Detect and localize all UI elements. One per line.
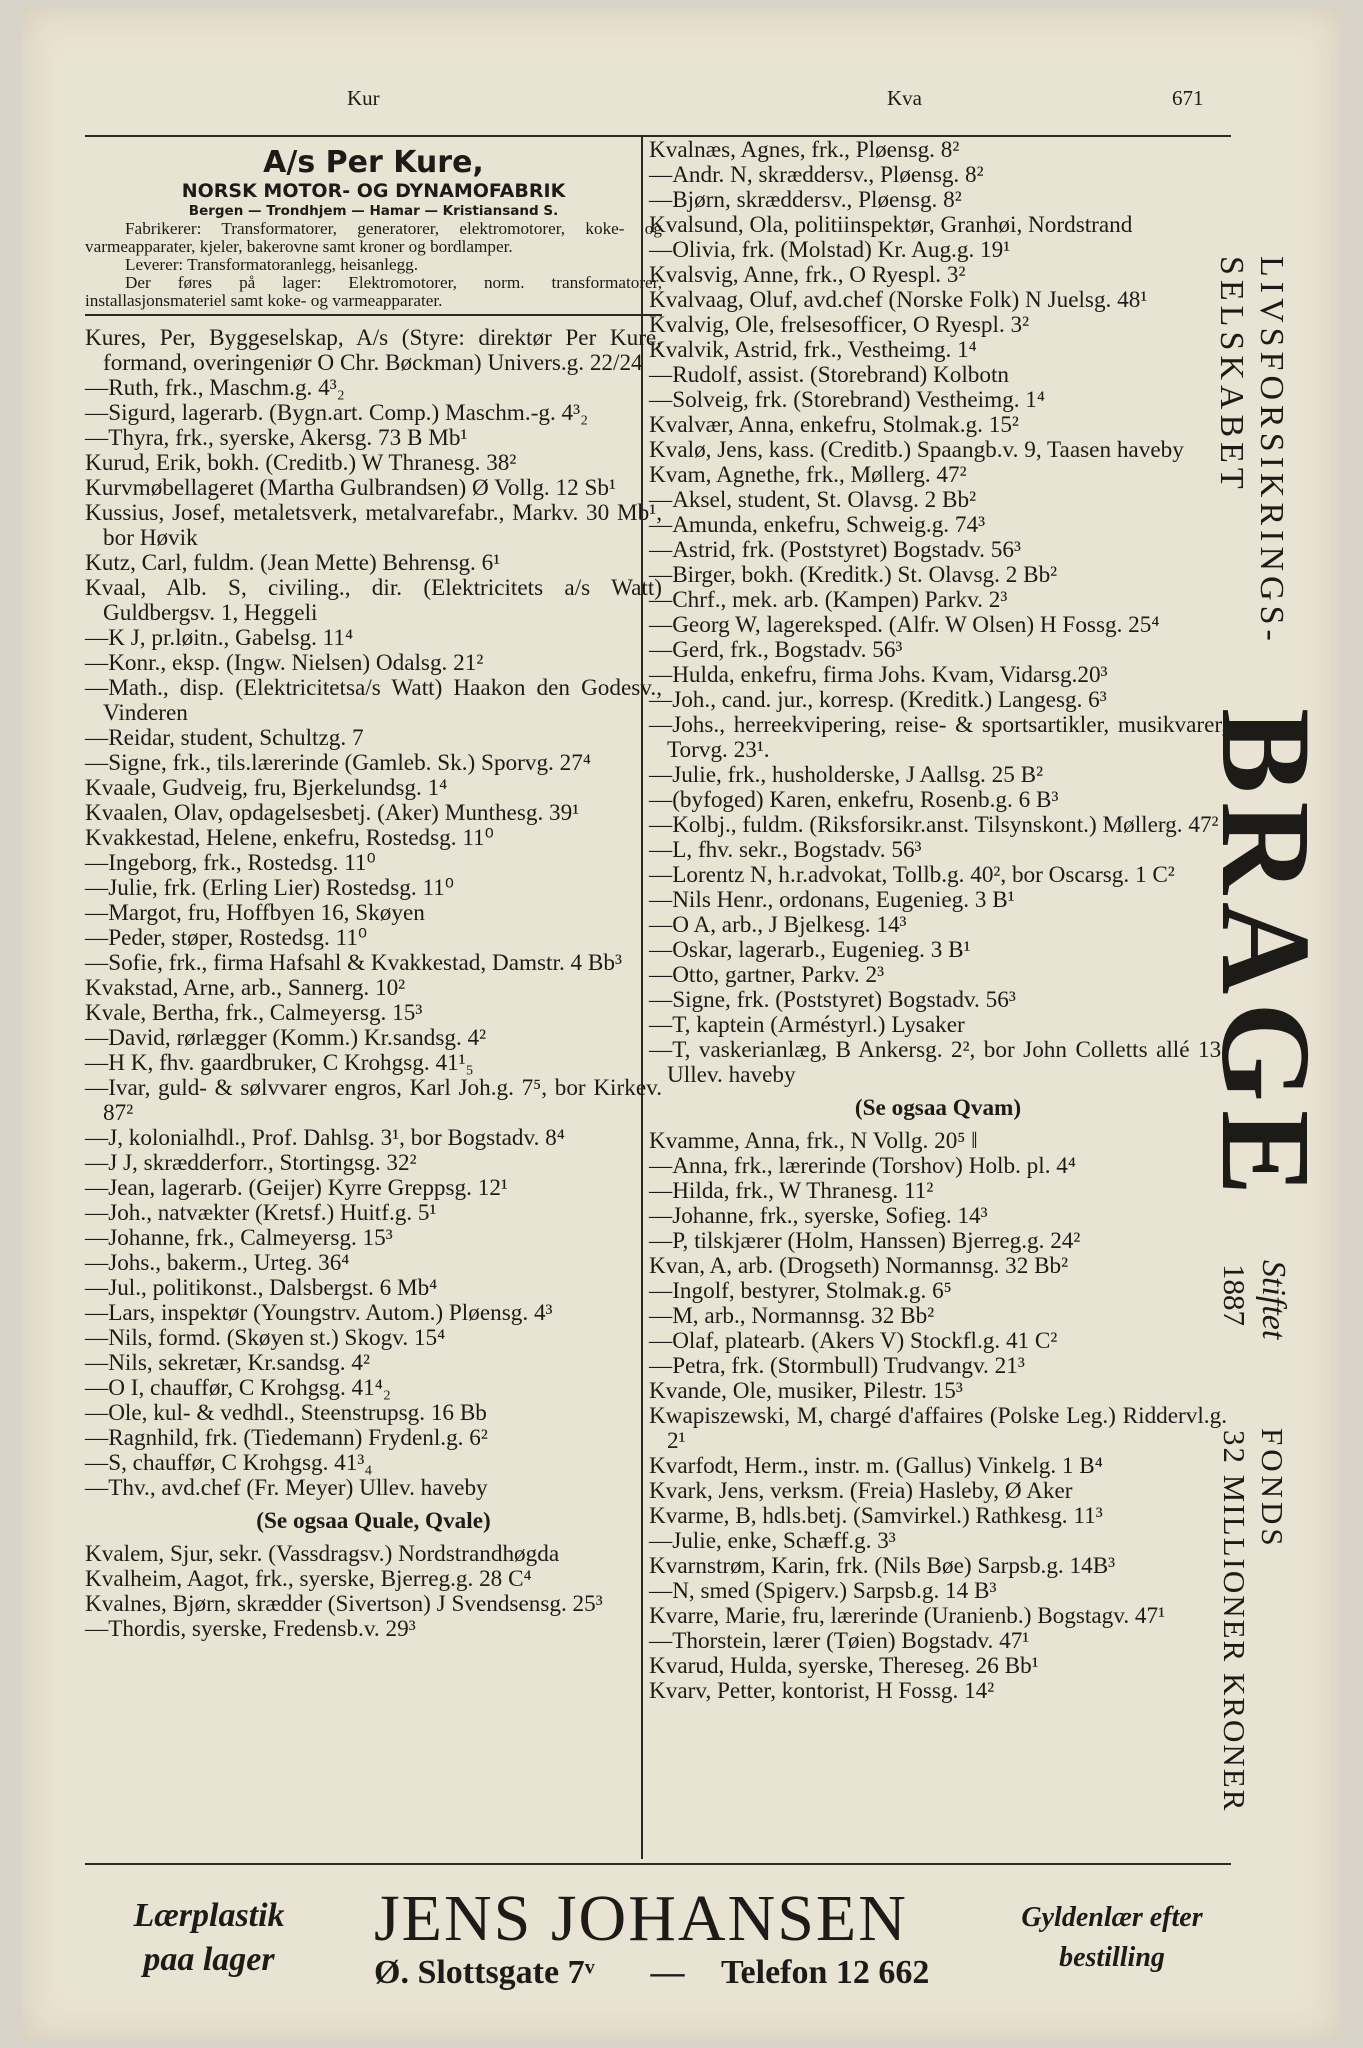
directory-entry: Kvalø, Jens, kass. (Creditb.) Spaangb.v. 9, Taasen haveby [649,437,1184,463]
side-ad-stiftet: Stiftet [1255,1260,1292,1340]
directory-entry: Kvarme, B, hdls.betj. (Samvirkel.) Rathkesg. 11³ [649,1503,1103,1529]
directory-entry: Kvarre, Marie, fru, lærerinde (Uranienb.) Bogstagv. 47¹ [649,1603,1166,1629]
directory-entry: —(byfoged) Karen, enkefru, Rosenb.g. 6 B³ [649,787,1059,813]
directory-entry: —Otto, gartner, Parkv. 2³ [649,962,885,988]
directory-entry: Kvamme, Anna, frk., N Vollg. 20⁵ ‖ [649,1128,978,1154]
directory-entry: —Bjørn, skræddersv., Pløensg. 8² [649,187,962,213]
see-also-note: (Se ogsaa Qvam) [854,1095,1022,1121]
directory-entry: —Julie, frk., husholderske, J Aallsg. 25 B² [649,762,1044,788]
ad-subtitle: NORSK MOTOR- OG DYNAMOFABRIK [181,180,566,202]
directory-entry: Kutz, Carl, fuldm. (Jean Mette) Behrensg. 6¹ [85,550,501,576]
directory-entry: —Anna, frk., lærerinde (Torshov) Holb. pl. 4⁴ [649,1153,1076,1179]
directory-entry: Kvale, Bertha, frk., Calmeyersg. 15³ [85,1000,423,1026]
side-ad-line2: SELSKABET [1213,256,1250,494]
directory-entry: Kvalsund, Ola, politiinspektør, Granhøi, Nordstrand [649,212,1133,238]
directory-entry: —Aksel, student, St. Olavsg. 2 Bb² [649,487,977,513]
directory-entry: —Olaf, platearb. (Akers V) Stockfl.g. 41 C² [649,1328,1058,1354]
directory-entry: —Astrid, frk. (Poststyret) Bogstadv. 56³ [649,537,1021,563]
directory-entry: Kvarv, Petter, kontorist, H Fossg. 14² [649,1678,995,1704]
directory-entry: —J J, skrædderforr., Stortingsg. 32² [85,1150,417,1176]
directory-entry: Kvarud, Hulda, syerske, Thereseg. 26 Bb¹ [649,1653,1039,1679]
bottom-rule [85,1863,1231,1865]
side-ad-fonds: FONDS [1255,1428,1290,1550]
directory-entry: —Ragnhild, frk. (Tiedemann) Frydenl.g. 6² [85,1425,488,1451]
footer-dash: — [650,1954,685,1991]
ad-text-leverer: Leverer: Transformatoranlegg, heisanlegg. [125,255,419,274]
footer-right-text: Gyldenlær efter bestilling [1021,1902,1203,1973]
side-ad-year: 1887 [1217,1264,1252,1326]
directory-entry: —Hilda, frk., W Thranesg. 11² [649,1178,934,1204]
directory-entry: —Amunda, enkefru, Schweig.g. 74³ [649,512,986,538]
footer-left-text: Lærplastik paa lager [133,1897,285,1978]
directory-entry: —Johanne, frk., syerske, Sofieg. 14³ [649,1203,988,1229]
ad-cities: Bergen — Trondhjem — Hamar — Kristiansand S. [188,203,559,219]
side-ad-kroner: 32 MILLIONER KRONER [1217,1430,1252,1813]
directory-entry: Kurvmøbellageret (Martha Gulbrandsen) Ø Vollg. 12 Sb¹ [85,475,616,501]
directory-entry: —Ivar, guld- & sølvvarer engros, Karl Joh.g. 7⁵, bor Kirkev. 87² [85,1075,662,1126]
directory-entry: —Hulda, enkefru, firma Johs. Kvam, Vidarsg.20³ [649,662,1108,688]
directory-entry: —Thorstein, lærer (Tøien) Bogstadv. 47¹ [649,1628,1030,1654]
footer-address-line [374,1954,974,1992]
directory-entry: —Birger, bokh. (Kreditk.) St. Olavsg. 2 Bb² [649,562,1058,588]
see-also-note: (Se ogsaa Quale, Qvale) [256,1508,491,1534]
directory-entry: —Solveig, frk. (Storebrand) Vestheimg. 1⁴ [649,387,1045,413]
side-ad-line1: LIVSFORSIKRINGS- [1253,256,1290,646]
directory-entry: —Lars, inspektør (Youngstrv. Autom.) Pløensg. 4³ [85,1300,553,1326]
footer-company-name: JENS JOHANSEN [374,1882,908,1955]
header-left: Kur [347,86,380,110]
directory-entry: Kvalheim, Aagot, frk., syerske, Bjerreg.g. 28 C⁴ [85,1566,532,1592]
per-kure-ad [85,140,662,316]
directory-entry: —Oskar, lagerarb., Eugenieg. 3 B¹ [649,937,971,963]
directory-entry: —Julie, frk. (Erling Lier) Rostedsg. 11⁰ [85,875,455,901]
directory-entry: —Ingolf, bestyrer, Stolmak.g. 6⁵ [649,1278,952,1304]
directory-entry: Kvalem, Sjur, sekr. (Vassdragsv.) Nordstrandhøgda [85,1541,560,1567]
directory-entry: —Lorentz N, h.r.advokat, Tollb.g. 40², bor Oscarsg. 1 C² [649,862,1175,888]
right-entry-list [649,138,1227,1704]
directory-entry: —Chrf., mek. arb. (Kampen) Parkv. 2³ [649,587,1008,613]
directory-entry: —Signe, frk. (Poststyret) Bogstadv. 56³ [649,987,1016,1013]
directory-entry: Kvaalen, Olav, opdagelsesbetj. (Aker) Munthesg. 39¹ [85,800,580,826]
directory-entry: —K J, pr.løitn., Gabelsg. 11⁴ [85,625,354,651]
ad-company-name: A/s Per Kure, [263,145,484,180]
directory-entry: Kussius, Josef, metaletsverk, metalvarefabr., Markv. 30 Mb¹, bor Høvik [85,500,662,551]
directory-entry: Kvalvig, Ole, frelsesofficer, O Ryespl. 3² [649,312,1030,338]
directory-entry: —Jean, lagerarb. (Geijer) Kyrre Greppsg. 12¹ [85,1175,508,1201]
directory-entry: —Math., disp. (Elektricitetsa/s Watt) Haakon den Godesv., Vinderen [85,675,662,726]
directory-entry: Kvakkestad, Helene, enkefru, Rostedsg. 11⁰ [85,825,494,851]
directory-entry: —Nils, sekretær, Kr.sandsg. 4² [85,1350,370,1376]
directory-entry: —Johs., bakerm., Urteg. 36⁴ [85,1250,350,1276]
directory-entry: —Sigurd, lagerarb. (Bygn.art. Comp.) Maschm.-g. 4³₂ [85,400,589,426]
directory-entry: —Ole, kul- & vedhdl., Steenstrupsg. 16 Bb [85,1400,487,1426]
directory-entry: —Johs., herreekvipering, reise- & sportsartikler, musikvarer, Torvg. 23¹. [649,712,1227,763]
directory-entry: —Joh., cand. jur., korresp. (Kreditk.) Langesg. 6³ [649,687,1107,713]
directory-entry: Kvalvaag, Oluf, avd.chef (Norske Folk) N Juelsg. 48¹ [649,287,1148,313]
left-column [85,140,662,1642]
directory-entry: Kvalnes, Bjørn, skrædder (Sivertson) J Svendsensg. 25³ [85,1591,603,1617]
side-ad-brand: BRAGE [1195,708,1337,1204]
directory-entry: —Thv., avd.chef (Fr. Meyer) Ullev. haveby [85,1475,488,1501]
directory-entry: —Gerd, frk., Bogstadv. 56³ [649,637,903,663]
left-entry-list [85,326,662,1642]
ad-text-fabrikerer: Fabrikerer: Transformatorer, generatorer, elektromotorer, koke- og varmeapparater, kjeler, bakerovne samt kroner og bordlamper. [85,219,662,256]
directory-entry: —Peder, støper, Rostedsg. 11⁰ [85,925,368,951]
directory-entry: —L, fhv. sekr., Bogstadv. 56³ [649,837,922,863]
directory-entry: —P, tilskjærer (Holm, Hanssen) Bjerreg.g. 24² [649,1228,1081,1254]
footer-phone: Telefon 12 662 [721,1954,930,1991]
directory-entry: —N, smed (Spigerv.) Sarpsb.g. 14 B³ [649,1578,997,1604]
directory-entry: Kvaal, Alb. S, civiling., dir. (Elektricitets a/s Watt) Guldbergsv. 1, Heggeli [85,575,662,626]
directory-entry: Kvalvær, Anna, enkefru, Stolmak.g. 15² [649,412,1019,438]
directory-entry: —Jul., politikonst., Dalsbergst. 6 Mb⁴ [85,1275,438,1301]
directory-entry: —Ruth, frk., Maschm.g. 4³₂ [85,375,345,401]
directory-entry: —T, vaskerianlæg, B Ankersg. 2², bor John Colletts allé 13, Ullev. haveby [649,1037,1227,1088]
directory-entry: Kvam, Agnethe, frk., Møllerg. 47² [649,462,967,488]
directory-entry: Kvakstad, Arne, arb., Sannerg. 10² [85,975,406,1001]
directory-entry: Kurud, Erik, bokh. (Creditb.) W Thranesg. 38² [85,450,517,476]
directory-entry: —O A, arb., J Bjelkesg. 14³ [649,912,907,938]
directory-entry: Kvalsvig, Anne, frk., O Ryespl. 3² [649,262,966,288]
directory-entry: —O I, chauffør, C Krohgsg. 41⁴₂ [85,1375,391,1401]
directory-entry: Kvan, A, arb. (Drogseth) Normannsg. 32 Bb² [649,1253,1069,1279]
directory-entry: —T, kaptein (Arméstyrl.) Lysaker [649,1012,965,1038]
directory-entry: —Nils Henr., ordonans, Eugenieg. 3 B¹ [649,887,1015,913]
page-number: 671 [1172,86,1204,110]
directory-entry: —Joh., natvækter (Kretsf.) Huitf.g. 5¹ [85,1200,437,1226]
right-column [649,138,1227,1704]
directory-entry: Kvarnstrøm, Karin, frk. (Nils Bøe) Sarpsb.g. 14B³ [649,1553,1116,1579]
directory-entry: Kvarfodt, Herm., instr. m. (Gallus) Vinkelg. 1 B⁴ [649,1453,1103,1479]
footer-address: Ø. Slottsgate 7ᵛ [374,1954,595,1991]
directory-entry: —Kolbj., fuldm. (Riksforsikr.anst. Tilsynskont.) Møllerg. 47² [649,812,1219,838]
directory-entry: —Konr., eksp. (Ingw. Nielsen) Odalsg. 21² [85,650,484,676]
directory-entry: —Olivia, frk. (Molstad) Kr. Aug.g. 19¹ [649,237,1011,263]
directory-entry: —Reidar, student, Schultzg. 7 [85,725,364,751]
directory-entry: —David, rørlægger (Komm.) Kr.sandsg. 4² [85,1025,487,1051]
directory-entry: —M, arb., Normannsg. 32 Bb² [649,1303,935,1329]
directory-entry: —Ingeborg, frk., Rostedsg. 11⁰ [85,850,376,876]
header-center: Kva [887,86,922,110]
directory-entry: —H K, fhv. gaardbruker, C Krohgsg. 41¹₅ [85,1050,474,1076]
directory-page [22,8,1340,2040]
directory-entry: —Petra, frk. (Stormbull) Trudvangv. 21³ [649,1353,1025,1379]
directory-entry: —Margot, fru, Hoffbyen 16, Skøyen [85,900,425,926]
directory-entry: Kures, Per, Byggeselskap, A/s (Styre: direktør Per Kure, formand, overingeniør O Chr. Bøckman) Univers.g. 22/24 [85,325,662,376]
directory-entry: Kvalvik, Astrid, frk., Vestheimg. 1⁴ [649,337,977,363]
directory-entry: —Nils, formd. (Skøyen st.) Skogv. 15⁴ [85,1325,446,1351]
directory-entry: —Johanne, frk., Calmeyersg. 15³ [85,1225,393,1251]
directory-entry: —S, chauffør, C Krohgsg. 41³₄ [85,1450,373,1476]
ad-text-lager: Der føres på lager: Elektromotorer, norm. transformatorer, installasjonsmateriel samt koke- og varmeapparater. [85,273,662,310]
directory-entry: —Georg W, lagereksped. (Alfr. W Olsen) H Fossg. 25⁴ [649,612,1160,638]
directory-entry: —J, kolonialhdl., Prof. Dahlsg. 3¹, bor Bogstadv. 8⁴ [85,1125,565,1151]
directory-entry: Kvark, Jens, verksm. (Freia) Hasleby, Ø Aker [649,1478,1073,1504]
directory-entry: —Thordis, syerske, Fredensb.v. 29³ [85,1616,416,1642]
directory-entry: —Rudolf, assist. (Storebrand) Kolbotn [649,362,1010,388]
directory-entry: Kwapiszewski, M, chargé d'affaires (Polske Leg.) Riddervl.g. 2¹ [649,1403,1227,1454]
directory-entry: Kvalnæs, Agnes, frk., Pløensg. 8² [649,137,960,163]
directory-entry: —Sofie, frk., firma Hafsahl & Kvakkestad, Damstr. 4 Bb³ [85,950,622,976]
directory-entry: —Signe, frk., tils.lærerinde (Gamleb. Sk.) Sporvg. 27⁴ [85,750,591,776]
directory-entry: —Andr. N, skræddersv., Pløensg. 8² [649,162,984,188]
directory-entry: Kvaale, Gudveig, fru, Bjerkelundsg. 1⁴ [85,775,448,801]
directory-entry: —Thyra, frk., syerske, Akersg. 73 B Mb¹ [85,425,468,451]
directory-entry: —Julie, enke, Schæff.g. 3³ [649,1528,896,1554]
directory-entry: Kvande, Ole, musiker, Pilestr. 15³ [649,1378,963,1404]
